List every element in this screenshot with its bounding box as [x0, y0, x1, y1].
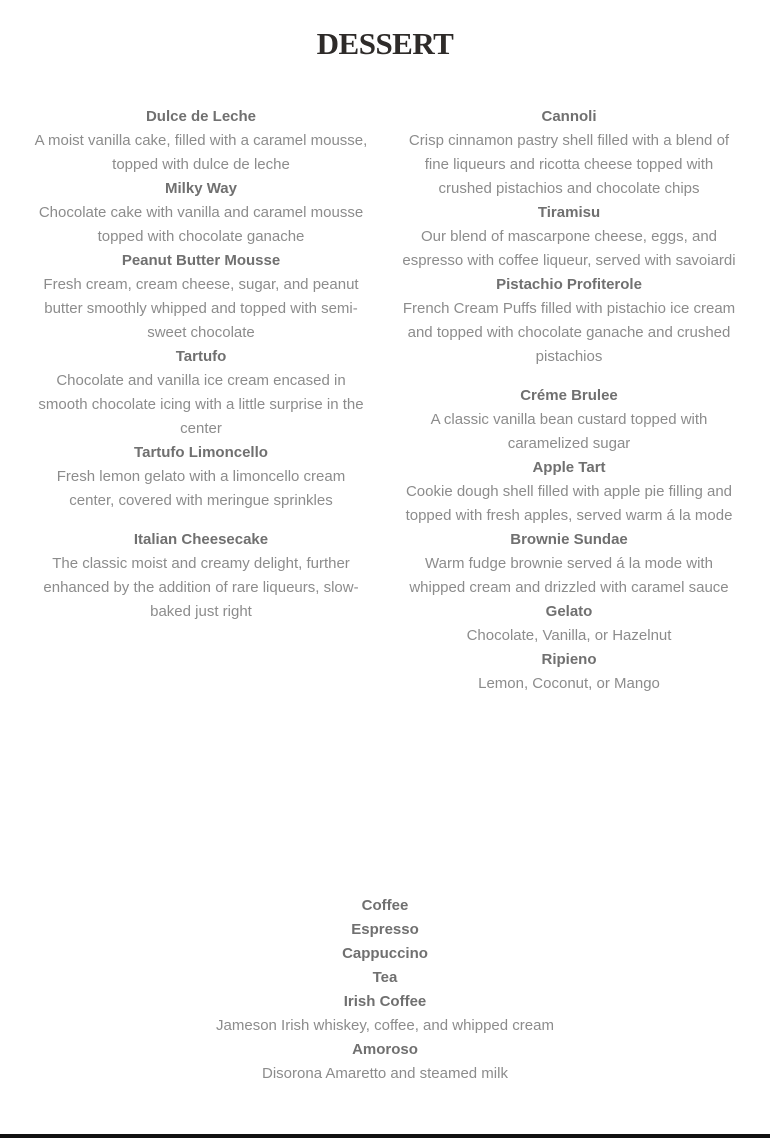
menu-item-ripieno — [400, 648, 738, 696]
item-description: Lemon, Coconut, or Mango — [478, 675, 660, 692]
drink-tea: Tea — [372, 969, 398, 986]
drink-irish-coffee — [185, 990, 585, 1038]
menu-item-tiramisu — [400, 201, 738, 273]
item-description: Fresh lemon gelato with a limoncello cream center, covered with meringue sprinkles — [56, 468, 346, 509]
item-name: Pistachio Profiterole — [496, 276, 642, 293]
item-description: Chocolate cake with vanilla and caramel mousse topped with chocolate ganache — [38, 204, 364, 245]
item-description: A classic vanilla bean custard topped with caramelized sugar — [430, 411, 708, 452]
item-description: Warm fudge brownie served á la mode with whipped cream and drizzled with caramel sauce — [409, 555, 729, 596]
item-name: Peanut Butter Mousse — [121, 252, 281, 269]
item-description: Disorona Amaretto and steamed milk — [262, 1065, 508, 1082]
menu-item-tartufo-limoncello — [34, 441, 368, 513]
menu-item-brownie-sundae — [400, 528, 738, 600]
item-name: Tiramisu — [537, 204, 601, 221]
item-name: Brownie Sundae — [510, 531, 628, 548]
menu-item-apple-tart — [400, 456, 738, 528]
item-description: A moist vanilla cake, filled with a caramel mousse, topped with dulce de leche — [34, 132, 368, 173]
item-name: Amoroso — [352, 1041, 418, 1058]
item-name: Ripieno — [541, 651, 597, 668]
drink-coffee: Coffee — [361, 897, 409, 914]
group-spacer — [34, 513, 368, 528]
item-description: French Cream Puffs filled with pistachio ice cream and topped with chocolate ganache and crushed pistachios — [402, 300, 736, 365]
item-description: The classic moist and creamy delight, further enhanced by the addition of rare liqueurs, slow-baked just right — [43, 555, 359, 620]
right-menu-column — [400, 105, 738, 696]
item-description: Our blend of mascarpone cheese, eggs, and espresso with coffee liqueur, served with savoiardi — [402, 228, 736, 269]
item-name: Gelato — [545, 603, 593, 620]
menu-item-gelato — [400, 600, 738, 648]
menu-item-cannoli — [400, 105, 738, 201]
item-description: Fresh cream, cream cheese, sugar, and peanut butter smoothly whipped and topped with semi-sweet chocolate — [43, 276, 359, 341]
group-spacer — [400, 369, 738, 384]
menu-item-pistachio-profiterole — [400, 273, 738, 369]
item-description: Chocolate, Vanilla, or Hazelnut — [466, 627, 672, 644]
item-description: Chocolate and vanilla ice cream encased in smooth chocolate icing with a little surprise in the center — [38, 372, 364, 437]
item-name: Apple Tart — [532, 459, 606, 476]
bottom-border — [0, 1134, 770, 1138]
item-name: Tartufo Limoncello — [134, 444, 268, 461]
menu-item-milky-way — [34, 177, 368, 249]
drinks-section — [185, 894, 585, 1086]
menu-item-peanut-butter-mousse — [34, 249, 368, 345]
item-name: Créme Brulee — [520, 387, 618, 404]
page-title: DESSERT — [316, 26, 454, 61]
item-name: Tartufo — [175, 348, 227, 365]
item-name: Italian Cheesecake — [133, 531, 269, 548]
drink-espresso: Espresso — [351, 921, 419, 938]
menu-item-italian-cheesecake — [34, 528, 368, 624]
item-name: Dulce de Leche — [145, 108, 257, 125]
menu-item-tartufo — [34, 345, 368, 441]
item-name: Cannoli — [541, 108, 597, 125]
menu-item-dulce-de-leche — [34, 105, 368, 177]
item-description: Cookie dough shell filled with apple pie filling and topped with fresh apples, served warm á la mode — [405, 483, 733, 524]
item-description: Jameson Irish whiskey, coffee, and whipped cream — [216, 1017, 554, 1034]
item-description: Crisp cinnamon pastry shell filled with a blend of fine liqueurs and ricotta cheese topped with crushed pistachios and chocolate chips — [408, 132, 730, 197]
drink-amoroso — [185, 1038, 585, 1086]
item-name: Irish Coffee — [343, 993, 427, 1010]
item-name: Milky Way — [165, 180, 237, 197]
drink-cappuccino: Cappuccino — [342, 945, 428, 962]
left-menu-column — [34, 105, 368, 624]
menu-item-creme-brulee — [400, 384, 738, 456]
